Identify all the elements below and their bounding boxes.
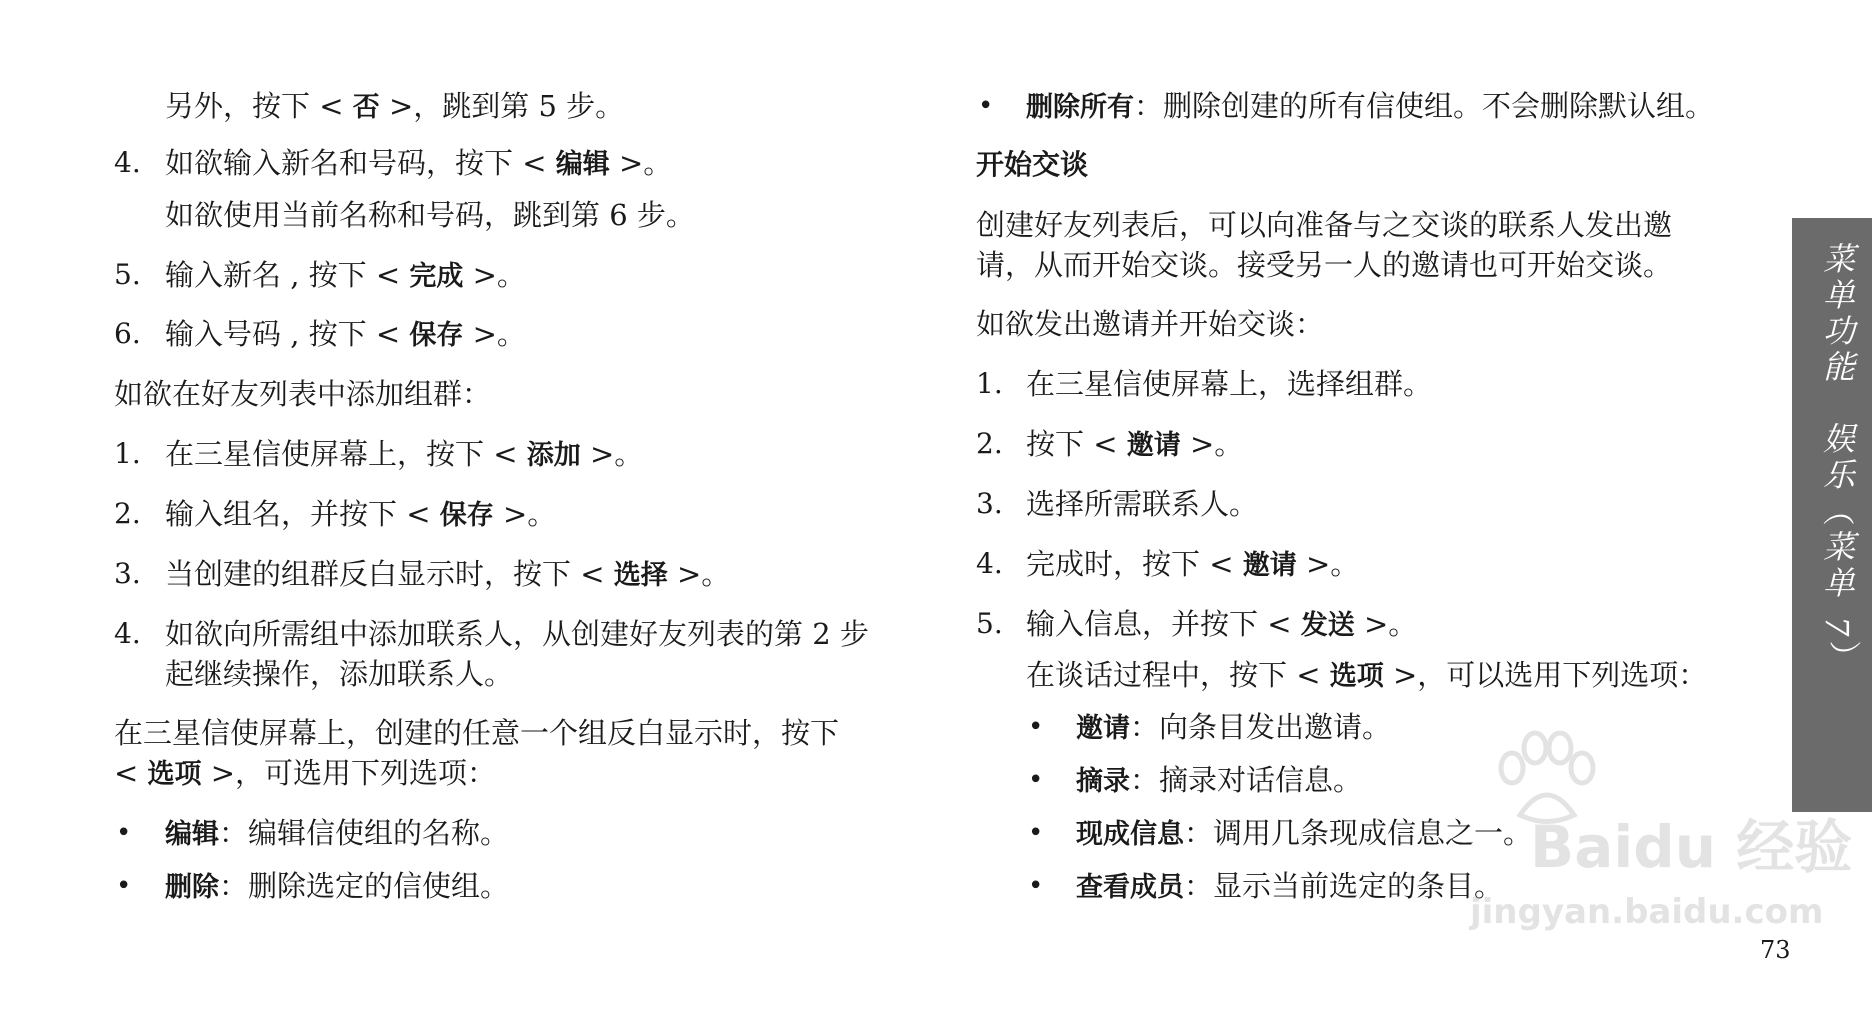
step-number: 1. bbox=[114, 437, 141, 470]
step-text: 选择所需联系人。 bbox=[1026, 487, 1259, 521]
section-heading: 开始交谈 bbox=[976, 148, 1089, 181]
bullet-icon: • bbox=[1028, 765, 1044, 795]
sub-option: 现成信息：调用几条现成信息之一。 bbox=[1076, 816, 1533, 850]
step-number: 4. bbox=[114, 617, 141, 650]
step-text-continued: 如欲使用当前名称和号码，跳到第 6 步。 bbox=[165, 198, 695, 232]
bullet-icon: • bbox=[1028, 712, 1044, 742]
watermark-url: jingyan.baidu.com bbox=[1470, 892, 1824, 932]
intro-line: 另外，按下 < 否 >，跳到第 5 步。 bbox=[165, 89, 625, 123]
bullet-icon: • bbox=[116, 818, 132, 848]
step-number: 6. bbox=[114, 317, 141, 350]
bullet-icon: • bbox=[978, 91, 994, 121]
bullet-item: 删除：删除选定的信使组。 bbox=[165, 869, 510, 903]
invite-intro: 如欲发出邀请并开始交谈： bbox=[976, 307, 1325, 341]
chapter-side-tab bbox=[1792, 218, 1872, 812]
step-number: 5. bbox=[976, 607, 1003, 640]
paragraph-line: < 选项 >，可选用下列选项： bbox=[114, 756, 497, 790]
step-text-continued: 起继续操作，添加联系人。 bbox=[165, 657, 514, 691]
step-number: 2. bbox=[976, 427, 1003, 460]
step-text: 输入信息，并按下 < 发送 >。 bbox=[1026, 607, 1418, 641]
sub-option: 摘录：摘录对话信息。 bbox=[1076, 763, 1363, 797]
bullet-icon: • bbox=[1028, 818, 1044, 848]
step-number: 2. bbox=[114, 497, 141, 530]
step-text: 输入新名 , 按下 < 完成 >。 bbox=[165, 258, 526, 292]
step-text: 如欲输入新名和号码，按下 < 编辑 >。 bbox=[165, 146, 673, 180]
step-number: 3. bbox=[976, 487, 1003, 520]
bullet-item: 删除所有：删除创建的所有信使组。不会删除默认组。 bbox=[1026, 89, 1715, 123]
sub-option: 邀请：向条目发出邀请。 bbox=[1076, 710, 1392, 744]
watermark-text: Baidu 经验 bbox=[1530, 813, 1853, 881]
paragraph-line: 在三星信使屏幕上，创建的任意一个组反白显示时，按下 bbox=[114, 716, 840, 750]
step-text: 在三星信使屏幕上，按下 < 添加 >。 bbox=[165, 437, 644, 471]
bullet-icon: • bbox=[1028, 871, 1044, 901]
step-text: 当创建的组群反白显示时，按下 < 选择 >。 bbox=[165, 557, 731, 591]
step-number: 4. bbox=[976, 547, 1003, 580]
bullet-icon: • bbox=[116, 871, 132, 901]
step-text: 如欲向所需组中添加联系人，从创建好友列表的第 2 步 bbox=[165, 617, 869, 651]
step-text: 输入号码 , 按下 < 保存 >。 bbox=[165, 317, 526, 351]
group-intro: 如欲在好友列表中添加组群： bbox=[114, 377, 492, 411]
step-text: 按下 < 邀请 >。 bbox=[1026, 427, 1244, 461]
bullet-item: 编辑：编辑信使组的名称。 bbox=[165, 816, 510, 850]
paragraph-line: 创建好友列表后，可以向准备与之交谈的联系人发出邀 bbox=[976, 208, 1673, 242]
step-number: 4. bbox=[114, 146, 141, 179]
step-text-continued: 在谈话过程中，按下 < 选项 >，可以选用下列选项： bbox=[1026, 658, 1708, 692]
chapter-title: 菜单功能 娱乐（菜单 7） bbox=[1818, 242, 1856, 677]
step-number: 1. bbox=[976, 367, 1003, 400]
step-number: 5. bbox=[114, 258, 141, 291]
step-text: 完成时，按下 < 邀请 >。 bbox=[1026, 547, 1360, 581]
step-text: 在三星信使屏幕上，选择组群。 bbox=[1026, 367, 1433, 401]
paragraph-line: 请，从而开始交谈。接受另一人的邀请也可开始交谈。 bbox=[976, 248, 1673, 282]
sub-option: 查看成员：显示当前选定的条目。 bbox=[1076, 869, 1504, 903]
step-number: 3. bbox=[114, 557, 141, 590]
step-text: 输入组名，并按下 < 保存 >。 bbox=[165, 497, 557, 531]
page-number: 73 bbox=[1760, 936, 1791, 964]
